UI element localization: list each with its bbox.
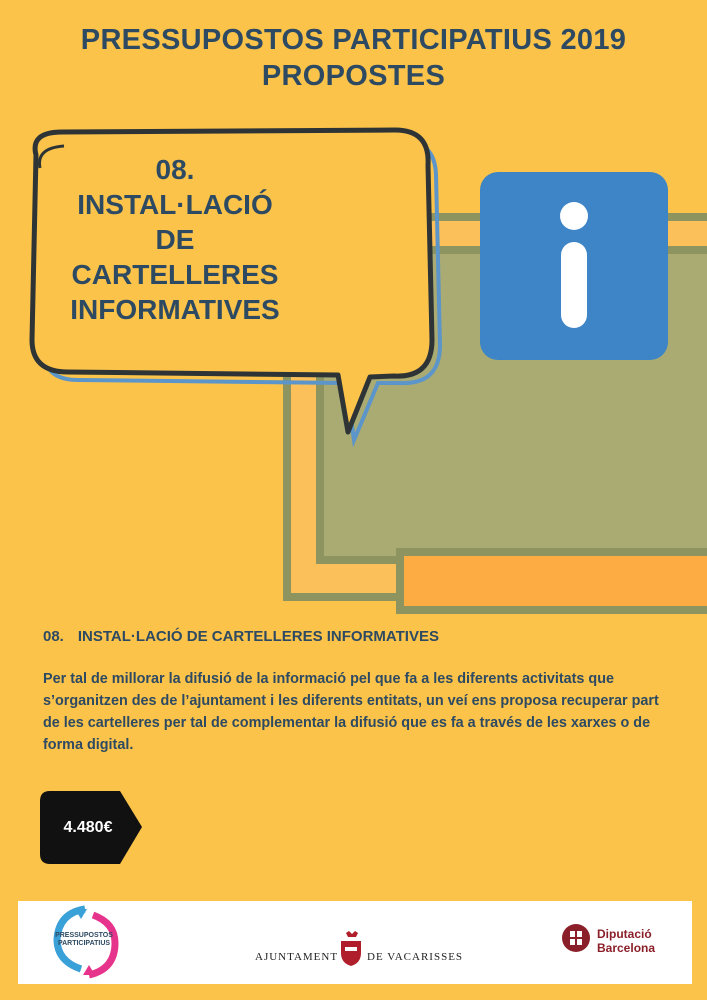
page-title-line2: PROPOSTES (261, 60, 446, 92)
proposal-description: Per tal de millorar la difusió de la informació pel que fa a les diferents activitats que s’organitzen des de l’ajuntament i les diferents entitats, un veí ens proposa recuperar part de les cartelleres per tal de complementar la difusió que es fa a través de les xarxes o de forma digital. (43, 671, 659, 753)
bubble-line3: DE (155, 224, 195, 255)
ajuntament-label-left: AJUNTAMENT (255, 951, 339, 963)
pp-logo-line2: PARTICIPATIUS (57, 940, 111, 947)
vacarisses-shield-icon (338, 931, 364, 967)
price-tag: 4.480€ (63, 819, 113, 836)
diputacio-line1: Diputació (597, 927, 652, 941)
page-title-line1: PRESSUPOSTOS PARTICIPATIUS 2019 (80, 24, 627, 56)
bubble-line5: INFORMATIVES (70, 294, 280, 325)
bubble-number: 08. (155, 154, 195, 185)
ajuntament-logo (255, 931, 465, 971)
pressupostos-logo-text (48, 932, 120, 948)
diputacio-logo (561, 923, 681, 963)
board-tray (400, 552, 707, 610)
diputacio-line2: Barcelona (597, 941, 656, 955)
diputacio-text (597, 927, 655, 955)
ajuntament-label-right: DE VACARISSES (367, 951, 464, 963)
section-heading (43, 628, 439, 645)
bubble-line4: CARTELLERES (71, 259, 279, 290)
diputacio-seal-icon (561, 923, 591, 953)
bubble-line2: INSTAL·LACIÓ (77, 189, 273, 220)
info-icon (480, 172, 668, 360)
bubble-title (60, 152, 290, 327)
info-badge (480, 172, 668, 360)
footer-logos (18, 901, 692, 984)
pp-logo-line1: PRESSUPOSTOS (55, 932, 113, 939)
section-number: 08. (43, 628, 64, 645)
section-title: INSTAL·LACIÓ DE CARTELLERES INFORMATIVES (77, 628, 439, 645)
